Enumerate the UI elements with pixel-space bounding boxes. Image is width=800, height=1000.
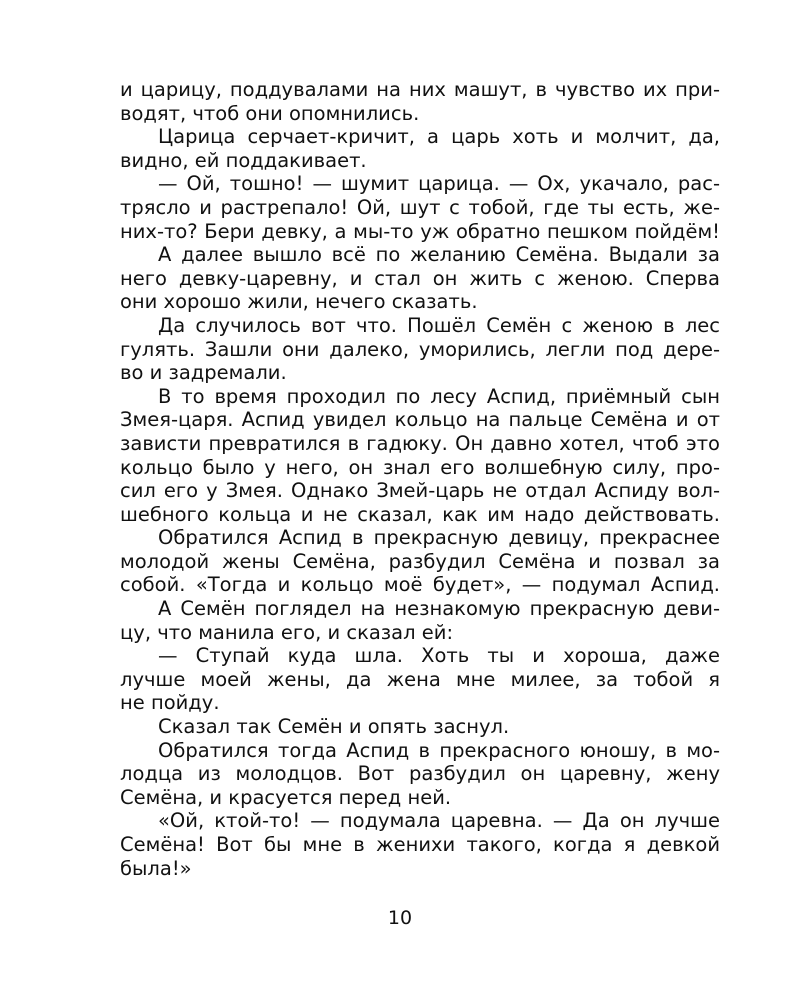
text-line: А Семён поглядел на незнакомую прекрасную деви-	[158, 597, 720, 621]
text-line: — Ой, тошно! — шумит царица. — Ох, укачало, рас-	[158, 172, 720, 196]
text-line: кольцо было у него, он знал его волшебную силу, про-	[120, 455, 720, 479]
text-block	[120, 78, 720, 880]
text-line: не пойду.	[120, 691, 220, 715]
text-line: Обратился Аспид в прекрасную девицу, прекраснее	[158, 526, 720, 550]
text-line: зависти превратился в гадюку. Он давно хотел, чтоб это	[120, 431, 720, 455]
text-line: молодой жены Семёна, разбудил Семёна и позвал за	[120, 549, 720, 573]
text-line: лодца из молодцов. Вот разбудил он царевну, жену	[120, 762, 720, 786]
text-line: шебного кольца и не сказал, как им надо действовать.	[120, 502, 720, 526]
text-line: Сказал так Семён и опять заснул.	[158, 715, 510, 739]
text-line: — Ступай куда шла. Хоть ты и хороша, даже	[158, 644, 720, 668]
text-line: Обратился тогда Аспид в прекрасного юношу, в мо-	[158, 738, 720, 762]
text-line: собой. «Тогда и кольцо моё будет», — подумал Аспид.	[120, 573, 720, 597]
text-line: него девку-царевну, и стал он жить с женою. Сперва	[120, 266, 720, 290]
text-line: цу, что манила его, и сказал ей:	[120, 620, 454, 644]
text-line: Да случилось вот что. Пошёл Семён с женою в лес	[158, 313, 720, 337]
text-line: «Ой, ктой-то! — подумала царевна. — Да он лучше	[158, 809, 720, 833]
text-line: Царица серчает-кричит, а царь хоть и молчит, да,	[158, 125, 720, 149]
text-line: В то время проходил по лесу Аспид, приёмный сын	[158, 384, 720, 408]
text-line: них-то? Бери девку, а мы-то уж обратно пешком пойдём!	[120, 219, 720, 243]
text-line: трясло и растрепало! Ой, шут с тобой, где ты есть, же-	[120, 195, 720, 219]
page-number: 10	[387, 907, 413, 929]
text-line: Змея-царя. Аспид увидел кольцо на пальце Семёна и от	[120, 408, 720, 432]
text-line: лучше моей жены, да жена мне милее, за тобой я	[120, 667, 720, 691]
text-line: водят, чтоб они опомнились.	[120, 101, 420, 125]
text-line: они хорошо жили, нечего сказать.	[120, 290, 478, 314]
text-line: А далее вышло всё по желанию Семёна. Выдали за	[158, 243, 720, 267]
text-line: Семёна, и красуется перед ней.	[120, 785, 452, 809]
text-line: была!»	[120, 856, 192, 880]
text-line: Семёна! Вот бы мне в женихи такого, когда я девкой	[120, 833, 720, 856]
text-line: видно, ей поддакивает.	[120, 148, 367, 172]
text-line: гулять. Зашли они далеко, уморились, легли под дере-	[120, 337, 720, 361]
text-line: сил его у Змея. Однако Змей-царь не отдал Аспиду вол-	[120, 479, 720, 503]
text-line: во и задремали.	[120, 361, 287, 385]
text-line: и царицу, поддувалами на них машут, в чувство их при-	[120, 78, 720, 101]
